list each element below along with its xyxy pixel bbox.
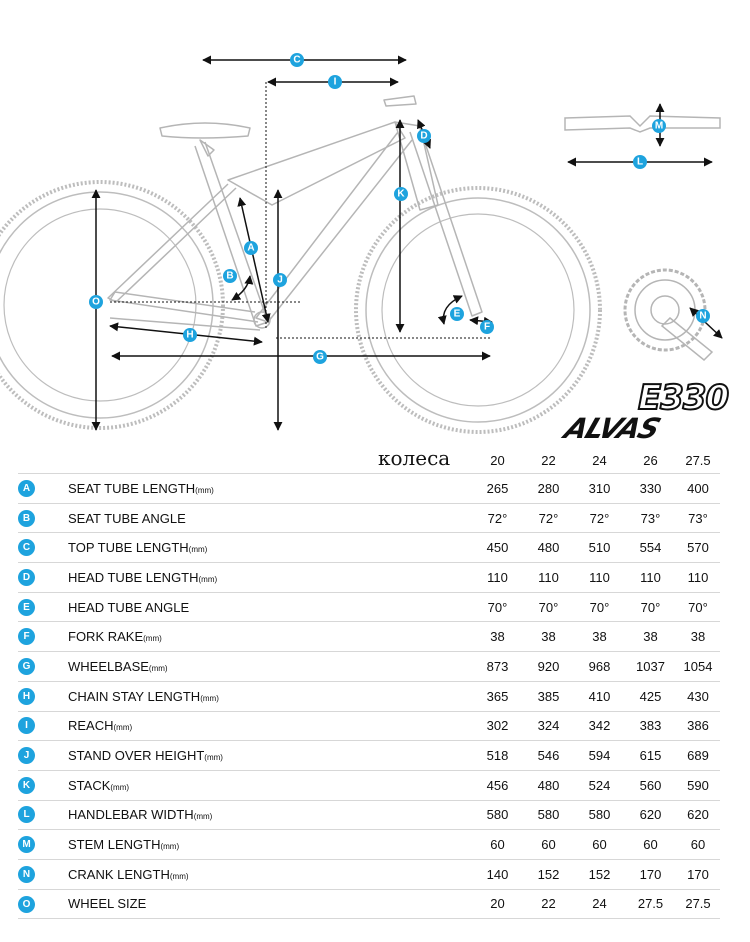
marker-b	[223, 269, 237, 283]
row-label: FORK RAKE	[68, 629, 144, 645]
cell-value: 873	[472, 652, 523, 682]
cell-value: 38	[574, 622, 625, 652]
cell-value: 22	[523, 889, 574, 919]
cell-value: 170	[676, 859, 720, 889]
cell-value: 383	[625, 711, 676, 741]
row-label: SEAT TUBE LENGTH	[68, 480, 196, 496]
row-code-badge: D	[18, 569, 35, 586]
svg-text:K: K	[397, 188, 405, 200]
row-code-badge: E	[18, 599, 35, 616]
svg-text:F: F	[483, 321, 491, 333]
table-row	[18, 592, 720, 622]
row-unit: (mm)	[188, 545, 208, 555]
cell-value: 302	[472, 711, 523, 741]
col-header: 24	[574, 448, 625, 474]
marker-c	[290, 53, 304, 67]
table-row	[18, 563, 720, 593]
table-row	[18, 622, 720, 652]
row-code-badge: G	[18, 658, 35, 675]
brand-logo	[559, 378, 748, 445]
svg-text:C: C	[293, 54, 301, 66]
svg-text:E: E	[453, 308, 461, 320]
row-unit: (mm)	[143, 634, 162, 644]
cell-value: 310	[574, 474, 625, 504]
svg-text:M: M	[654, 120, 664, 132]
row-code-badge: N	[18, 866, 35, 883]
cell-value: 38	[523, 622, 574, 652]
cell-value: 24	[574, 889, 625, 919]
cell-value: 580	[574, 800, 625, 830]
row-label: CHAIN STAY LENGTH	[68, 688, 201, 704]
row-label: HEAD TUBE ANGLE	[68, 599, 190, 615]
row-label: STACK	[68, 777, 111, 793]
cell-value: 580	[523, 800, 574, 830]
svg-text:A: A	[247, 242, 255, 254]
row-unit: (mm)	[204, 753, 223, 763]
marker-k	[394, 187, 408, 201]
marker-l	[633, 155, 647, 169]
cell-value: 518	[472, 741, 523, 771]
svg-text:G: G	[316, 351, 324, 363]
col-header: 20	[472, 448, 523, 474]
cell-value: 110	[625, 563, 676, 593]
row-code-badge: A	[18, 480, 35, 497]
col-header: 26	[625, 448, 676, 474]
cell-value: 425	[625, 681, 676, 711]
marker-m	[652, 119, 666, 133]
cell-value: 620	[676, 800, 720, 830]
marker-n	[696, 309, 710, 323]
cell-value: 38	[472, 622, 523, 652]
cell-value: 330	[625, 474, 676, 504]
table-row	[18, 859, 720, 889]
row-code-badge: F	[18, 628, 35, 645]
cell-value: 480	[523, 533, 574, 563]
cell-value: 27.5	[625, 889, 676, 919]
cell-value: 1037	[625, 652, 676, 682]
cell-value: 365	[472, 681, 523, 711]
marker-o	[89, 295, 103, 309]
cell-value: 510	[574, 533, 625, 563]
cell-value: 480	[523, 770, 574, 800]
geometry-table	[18, 448, 720, 919]
marker-d	[417, 129, 431, 143]
cell-value: 456	[472, 770, 523, 800]
model-name: E330	[638, 378, 729, 418]
cell-value: 70°	[523, 592, 574, 622]
marker-g	[313, 350, 327, 364]
cell-value: 72°	[472, 503, 523, 533]
row-label: STAND OVER HEIGHT	[68, 748, 205, 764]
row-code-badge: B	[18, 510, 35, 527]
cell-value: 38	[625, 622, 676, 652]
row-code-badge: C	[18, 539, 35, 556]
cell-value: 60	[472, 830, 523, 860]
col-header: 27.5	[676, 448, 720, 474]
cell-value: 20	[472, 889, 523, 919]
cell-value: 70°	[676, 592, 720, 622]
marker-i	[328, 75, 342, 89]
row-label: WHEELBASE	[68, 658, 149, 674]
row-label: TOP TUBE LENGTH	[68, 540, 189, 556]
cell-value: 60	[676, 830, 720, 860]
cell-value: 110	[523, 563, 574, 593]
svg-text:B: B	[226, 270, 234, 282]
row-label: WHEEL SIZE	[68, 896, 147, 912]
cell-value: 72°	[574, 503, 625, 533]
cell-value: 430	[676, 681, 720, 711]
cell-value: 27.5	[676, 889, 720, 919]
cell-value: 110	[574, 563, 625, 593]
cell-value: 554	[625, 533, 676, 563]
cell-value: 70°	[625, 592, 676, 622]
cell-value: 324	[523, 711, 574, 741]
row-unit: (mm)	[110, 782, 130, 792]
cell-value: 140	[472, 859, 523, 889]
cell-value: 560	[625, 770, 676, 800]
cell-value: 70°	[472, 592, 523, 622]
row-label: HANDLEBAR WIDTH	[68, 807, 194, 823]
cell-value: 1054	[676, 652, 720, 682]
cell-value: 280	[523, 474, 574, 504]
svg-text:N: N	[699, 310, 707, 322]
table-row	[18, 889, 720, 919]
cell-value: 546	[523, 741, 574, 771]
col-header: 22	[523, 448, 574, 474]
table-row	[18, 533, 720, 563]
row-unit: (mm)	[169, 871, 189, 881]
table-row	[18, 503, 720, 533]
row-label: HEAD TUBE LENGTH	[68, 569, 199, 585]
cell-value: 60	[523, 830, 574, 860]
row-code-badge: L	[18, 806, 35, 823]
cell-value: 385	[523, 681, 574, 711]
rear-wheel	[0, 182, 223, 428]
row-label: STEM LENGTH	[68, 837, 161, 853]
cell-value: 265	[472, 474, 523, 504]
table-row	[18, 770, 720, 800]
marker-j	[273, 273, 287, 287]
table-row	[18, 681, 720, 711]
row-unit: (mm)	[148, 663, 168, 673]
marker-a	[244, 241, 258, 255]
row-code-badge: I	[18, 717, 35, 734]
cell-value: 920	[523, 652, 574, 682]
row-unit: (mm)	[193, 812, 213, 822]
brand-name: ALVAS	[559, 412, 665, 445]
cell-value: 152	[523, 859, 574, 889]
cell-value: 620	[625, 800, 676, 830]
cell-value: 570	[676, 533, 720, 563]
marker-f	[480, 320, 494, 334]
cell-value: 386	[676, 711, 720, 741]
cell-value: 70°	[574, 592, 625, 622]
cell-value: 152	[574, 859, 625, 889]
row-unit: (mm)	[200, 693, 219, 703]
table-header-row	[18, 448, 720, 474]
row-label: CRANK LENGTH	[68, 866, 170, 882]
svg-text:H: H	[186, 329, 194, 341]
svg-text:O: O	[92, 296, 100, 308]
row-unit: (mm)	[198, 574, 218, 584]
cell-value: 615	[625, 741, 676, 771]
cell-value: 170	[625, 859, 676, 889]
cell-value: 590	[676, 770, 720, 800]
row-unit: (mm)	[195, 485, 214, 495]
table-row	[18, 800, 720, 830]
cell-value: 72°	[523, 503, 574, 533]
cell-value: 110	[472, 563, 523, 593]
cell-value: 110	[676, 563, 720, 593]
row-code-badge: M	[18, 836, 35, 853]
cell-value: 968	[574, 652, 625, 682]
svg-text:D: D	[420, 130, 428, 142]
table-row	[18, 652, 720, 682]
svg-text:I: I	[333, 76, 337, 88]
cell-value: 400	[676, 474, 720, 504]
row-unit: (mm)	[160, 842, 180, 852]
marker-e	[450, 307, 464, 321]
handlebar-detail	[565, 116, 720, 132]
row-code-badge: K	[18, 777, 35, 794]
cell-value: 342	[574, 711, 625, 741]
table-row	[18, 830, 720, 860]
wheel-size-header-label: колеса	[378, 446, 451, 470]
svg-text:J: J	[277, 274, 283, 286]
row-code-badge: H	[18, 688, 35, 705]
row-code-badge: J	[18, 747, 35, 764]
row-unit: (mm)	[113, 723, 133, 733]
row-label: SEAT TUBE ANGLE	[68, 510, 186, 526]
cell-value: 450	[472, 533, 523, 563]
cell-value: 60	[574, 830, 625, 860]
cell-value: 410	[574, 681, 625, 711]
row-code-badge: O	[18, 896, 35, 913]
svg-text:L: L	[636, 156, 644, 168]
cell-value: 38	[676, 622, 720, 652]
cell-value: 689	[676, 741, 720, 771]
table-row	[18, 741, 720, 771]
cell-value: 524	[574, 770, 625, 800]
marker-h	[183, 328, 197, 342]
cell-value: 73°	[625, 503, 676, 533]
row-label: REACH	[68, 718, 114, 734]
cell-value: 580	[472, 800, 523, 830]
cell-value: 73°	[676, 503, 720, 533]
cell-value: 60	[625, 830, 676, 860]
table-row	[18, 711, 720, 741]
cell-value: 594	[574, 741, 625, 771]
table-row	[18, 474, 720, 504]
